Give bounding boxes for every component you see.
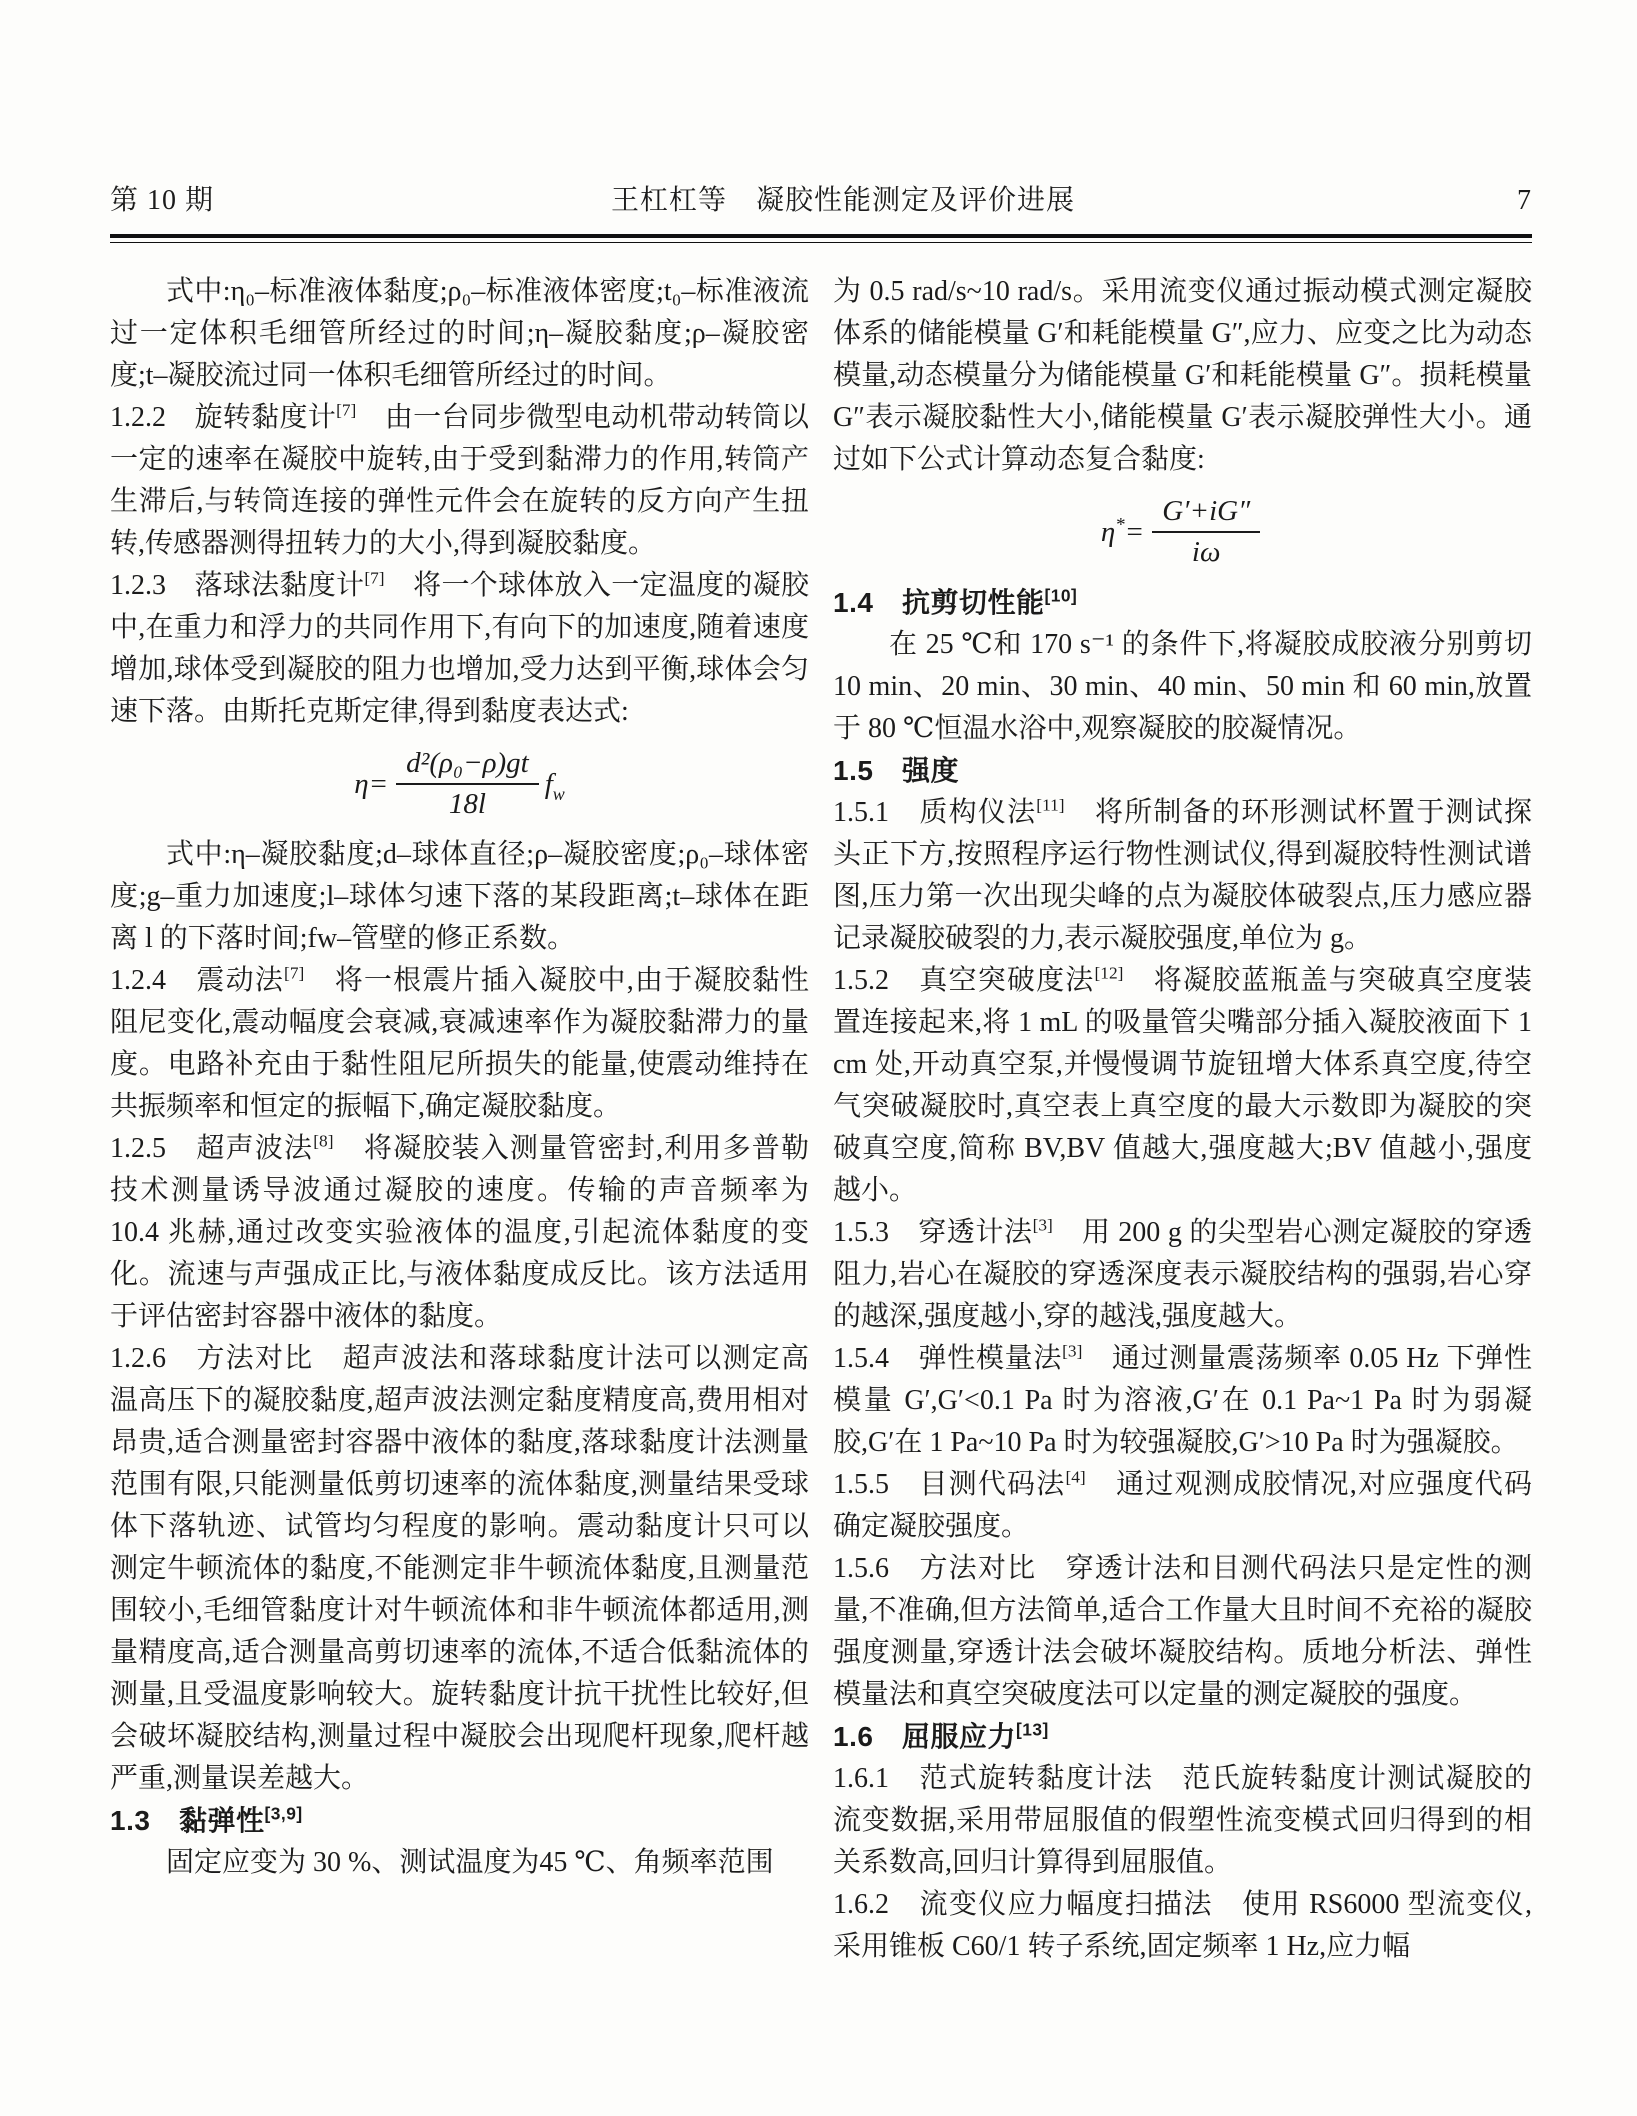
citation-reference: [3,9] [264,1803,303,1824]
citation-reference: [4] [1065,1467,1086,1487]
section-number: 1.6.2 [833,1888,920,1920]
section-title: 穿透计法 [918,1216,1033,1248]
section-number: 1.6.1 [833,1762,920,1794]
section-number: 1.2.6 [110,1342,197,1374]
section-title: 流变仪应力幅度扫描法 [919,1888,1213,1920]
section-number: 1.5.1 [833,796,920,828]
citation-reference: [7] [364,568,385,588]
section-number: 1.5.6 [833,1552,920,1584]
paragraph: 1.5.6 方法对比 穿透计法和目测代码法只是定性的测量,不准确,但方法简单,适合工作量大且时间不充裕的凝胶强度测量,穿透计法会破坏凝胶结构。质地分析法、弹性模量法和真空突破度法可以定量的测定凝胶的强度。 [833,1552,1532,1710]
paragraph: 1.2.5 超声波法[8] 将凝胶装入测量管密封,利用多普勒技术测量诱导波通过凝胶的速度。传输的声音频率为 10.4 兆赫,通过改变实验液体的温度,引起流体黏度的变化。流速与声强成正比,与液体黏度成反比。该方法适用于评估密封容器中液体的黏度。 [110,1131,809,1332]
section-title: 屈服应力 [901,1720,1016,1752]
paragraph: 1.5.2 真空突破度法[12] 将凝胶蓝瓶盖与突破真空度装置连接起来,将 1 mL 的吸量管尖嘴部分插入凝胶液面下 1 cm 处,开动真空泵,并慢慢调节旋钮增大体系真空度,待空气突破凝胶时,真空表上真空度的最大示数即为凝胶的突破真空度,简称 BV,BV 值越大,强度越大;BV 值越小,强度越小。 [833,963,1532,1206]
equation-denominator: 18l [448,788,486,821]
section-number: 1.2.4 [110,964,197,996]
section-title: 弹性模量法 [918,1342,1063,1374]
equation-superscript: * [1115,514,1125,536]
section-number: 1.2.5 [110,1132,197,1164]
section-number: 1.5.5 [833,1468,920,1500]
equation-lhs: η= [354,767,389,800]
header-rule [110,234,1532,243]
equation-subscript: w [552,783,565,804]
section-number: 1.5.4 [833,1342,919,1374]
paragraph: 1.5.5 目测代码法[4] 通过观测成胶情况,对应强度代码确定凝胶强度。 [833,1467,1532,1542]
equation-suffix [544,767,565,804]
section-title: 方法对比 [919,1552,1037,1584]
section-number: 1.2.3 [110,570,195,601]
paragraph: 1.2.2 旋转黏度计[7] 由一台同步微型电动机带动转筒以一定的速率在凝胶中旋转,由于受到黏滞力的作用,转筒产生滞后,与转筒连接的弹性元件会在旋转的反方向产生扭转,传感器测得扭转力的大小,得到凝胶黏度。 [110,400,809,559]
paragraph: 1.2.3 落球法黏度计[7] 将一个球体放入一定温度的凝胶中,在重力和浮力的共同作用下,有向下的加速度,随着速度增加,球体受到凝胶的阻力也增加,受力达到平衡,球体会匀速下落。由斯托克斯定律,得到黏度表达式: [110,568,809,727]
citation-reference: [8] [313,1131,334,1151]
article-body [110,271,1532,1968]
section-title: 震动法 [196,964,285,996]
citation-reference: [7] [284,963,305,983]
section-number: 1.5.3 [833,1216,919,1248]
section-heading [833,1716,1532,1758]
section-number: 1.2.2 [110,402,195,433]
paragraph: 1.5.3 穿透计法[3] 用 200 g 的尖型岩心测定凝胶的穿透阻力,岩心在凝胶的穿透深度表示凝胶结构的强弱,岩心穿的越深,强度越小,穿的越浅,强度越大。 [833,1215,1532,1332]
section-number: 1.3 [110,1804,179,1836]
section-title: 抗剪切性能 [901,586,1045,618]
section-heading [833,582,1532,624]
paragraph: 固定应变为 30 %、测试温度为45 ℃、角频率范围 [166,1846,774,1878]
section-title: 强度 [901,754,959,786]
section-title: 黏弹性 [178,1804,265,1836]
running-title: 王杠杠等 凝胶性能测定及评价进展 [611,185,1076,216]
paragraph: 1.6.1 范式旋转黏度计法 范氏旋转黏度计测试凝胶的流变数据,采用带屈服值的假塑性流变模式回归得到的相关系数高,回归计算得到屈服值。 [833,1762,1532,1878]
paragraph: 1.5.1 质构仪法[11] 将所制备的环形测试杯置于测试探头正下方,按照程序运行物性测试仪,得到凝胶特性测试谱图,压力第一次出现尖峰的点为凝胶体破裂点,压力感应器记录凝胶破裂的力,表示凝胶强度,单位为 g。 [833,795,1532,954]
equation-denominator: iω [1191,536,1221,569]
equation-variable: η [1100,515,1116,548]
equation [833,495,1532,570]
paragraph: 1.5.4 弹性模量法[3] 通过测量震荡频率 0.05 Hz 下弹性模量 G′,G′<0.1 Pa 时为溶液,G′在 0.1 Pa~1 Pa 时为弱凝胶,G′在 1 Pa~10 Pa 时为较强凝胶,G′>10 Pa 时为强凝胶。 [833,1341,1532,1458]
section-title: 方法对比 [196,1342,314,1374]
section-number: 1.4 [833,586,902,618]
section-number: 1.5.2 [833,964,920,996]
section-title: 目测代码法 [919,1468,1066,1500]
section-title: 真空突破度法 [919,964,1095,996]
section-title: 落球法黏度计 [194,570,365,601]
paragraph: 1.2.4 震动法[7] 将一根震片插入凝胶中,由于凝胶黏性阻尼变化,震动幅度会衰减,衰减速率作为凝胶黏滞力的量度。电路补充由于黏性阻尼所损失的能量,使震动维持在共振频率和恒定的振幅下,确定凝胶黏度。 [110,963,809,1122]
equation-variable: f [544,767,553,800]
citation-reference: [3] [1062,1341,1083,1361]
section-number: 1.6 [833,1720,902,1752]
paragraph: 1.2.6 方法对比 超声波法和落球黏度计法可以测定高温高压下的凝胶黏度,超声波法测定黏度精度高,费用相对昂贵,适合测量密封容器中液体的黏度,落球黏度计法测量范围有限,只能测量低剪切速率的流体黏度,测量结果受球体下落轨迹、试管均匀程度的影响。震动黏度计只可以测定牛顿流体的黏度,不能测定非牛顿流体黏度,且测量范围较小,毛细管黏度计对牛顿流体和非牛顿流体都适用,测量精度高,适合测量高剪切速率的流体,不适合低黏流体的测量,且受温度影响较大。旋转黏度计抗干扰性比较好,但会破坏凝胶结构,测量过程中凝胶会出现爬杆现象,爬杆越严重,测量误差越大。 [110,1342,809,1794]
equation-lhs: η*= [1100,514,1145,548]
section-title: 质构仪法 [919,796,1037,828]
citation-reference: [12] [1094,963,1124,983]
citation-reference: [10] [1044,585,1078,606]
paragraph: 在 25 ℃和 170 s⁻¹ 的条件下,将凝胶成胶液分别剪切 10 min、20 min、30 min、40 min、50 min 和 60 min,放置于 80 ℃恒温水浴中,观察凝胶的胶凝情况。 [833,628,1532,744]
left-column [110,271,809,1968]
paragraph: 式中:η–凝胶黏度;d–球体直径;ρ–凝胶密度;ρ₀–球体密度;g–重力加速度;l–球体匀速下落的某段距离;t–球体在距离 l 的下落时间;fw–管壁的修正系数。 [110,838,809,954]
paragraph: 1.6.2 流变仪应力幅度扫描法 使用 RS6000 型流变仪,采用锥板 C60/1 转子系统,固定频率 1 Hz,应力幅 [833,1888,1532,1962]
equation-fraction [1152,495,1260,570]
citation-reference: [3] [1032,1215,1053,1235]
equation [110,747,809,822]
section-number: 1.5 [833,754,902,786]
citation-reference: [7] [336,400,357,420]
right-column [833,271,1532,1968]
section-title: 范式旋转黏度计法 [919,1762,1154,1794]
citation-reference: [11] [1036,795,1065,815]
citation-reference: [13] [1015,1719,1049,1740]
section-heading [110,1800,809,1842]
equation-fraction [396,747,539,822]
paragraph: 式中:η₀–标准液体黏度;ρ₀–标准液体密度;t₀–标准液流过一定体积毛细管所经过的时间;η–凝胶黏度;ρ–凝胶密度;t–凝胶流过同一体积毛细管所经过的时间。 [110,276,809,391]
issue-label: 第 10 期 [110,185,215,216]
section-heading [833,750,1532,792]
page-header [110,178,1532,218]
section-title: 超声波法 [196,1132,314,1164]
equation-numerator: G′+iG″ [1152,495,1260,533]
page-number: 7 [1517,185,1532,216]
section-title: 旋转黏度计 [194,402,337,433]
paragraph: 为 0.5 rad/s~10 rad/s。采用流变仪通过振动模式测定凝胶体系的储能模量 G′和耗能模量 G″,应力、应变之比为动态模量,动态模量分为储能模量 G′和耗能模量 G″。损耗模量 G″表示凝胶黏性大小,储能模量 G′表示凝胶弹性大小。通过如下公式计算动态复合黏度: [833,276,1532,475]
equation-numerator: d²(ρ₀−ρ)gt [396,747,539,785]
equation-variable: η [354,767,369,800]
